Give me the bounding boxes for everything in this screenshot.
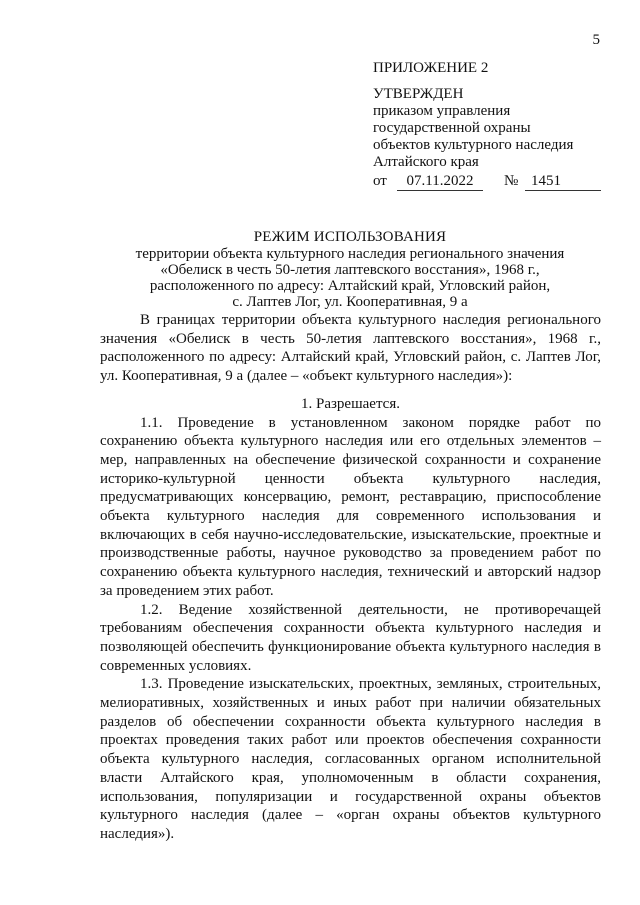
- order-number: 1451: [525, 173, 601, 191]
- intro-paragraph: В границах территории объекта культурного наследия регионального значения «Обелиск в честь 50-летия лаптевского восстания», 1968 г., расположенного по адресу: Алтайский край, Угловский район, с. Лаптев Лог, ул. Кооперативная, 9 а (далее – «объект культурного наследия»):: [100, 312, 601, 385]
- from-label: от: [373, 173, 387, 189]
- heading-line: с. Лаптев Лог, ул. Кооперативная, 9 а: [232, 294, 468, 310]
- approved-by-line: приказом управления: [373, 103, 511, 119]
- heading-line: расположенного по адресу: Алтайский край, Угловский район,: [149, 278, 551, 294]
- page-number: 5: [592, 32, 600, 48]
- section-title: 1. Разрешается.: [301, 395, 400, 412]
- document-body: [100, 311, 601, 844]
- number-label: №: [504, 173, 519, 189]
- approved-by-line: Алтайского края: [373, 154, 479, 170]
- approved-by-line: объектов культурного наследия: [373, 137, 574, 153]
- heading-line: территории объекта культурного наследия регионального значения: [135, 246, 565, 262]
- item-paragraph: 1.2. Ведение хозяйственной деятельности, не противоречащей требованиям обеспечения сохранности объекта культурного наследия и позволяющей обеспечить функционирование объекта культурного наследия в современных условиях.: [100, 601, 601, 674]
- order-date: 07.11.2022: [397, 173, 483, 191]
- appendix-title: ПРИЛОЖЕНИЕ 2: [373, 60, 489, 76]
- item-paragraph: 1.1. Проведение в установленном законом порядке работ по сохранению объекта культурного наследия или его отдельных элементов – мер, направленных на обеспечение физической сохранности и сохранение историко-культурной ценности объекта культурного наследия, предусматривающих консервацию, ремонт, реставрацию, приспособление объекта культурного наследия для современного использования и включающих в себя научно-исследовательские, изыскательские, проектные и производственные работы, научное руководство за проведением работ по сохранению объекта культурного наследия, технический и авторский надзор за проведением этих работ.: [100, 414, 601, 599]
- order-date-number-row: [373, 173, 613, 191]
- approval-block: [373, 60, 613, 191]
- heading-title: РЕЖИМ ИСПОЛЬЗОВАНИЯ: [253, 229, 447, 245]
- item-paragraph: 1.3. Проведение изыскательских, проектных, земляных, строительных, мелиоративных, хозяйственных и иных работ при наличии обязательных разделов об обеспечении сохранности объекта культурного наследия в проектах проведения таких работ или проектов обеспечения сохранности объекта культурного наследия, согласованных органом исполнительной власти Алтайского края, уполномоченным в области сохранения, использования, популяризации и государственной охраны объектов культурного наследия (далее – «орган охраны объектов культурного наследия»).: [100, 676, 601, 842]
- heading-line: «Обелиск в честь 50-летия лаптевского восстания», 1968 г.,: [160, 262, 540, 278]
- document-heading: [100, 229, 600, 310]
- approved-label: УТВЕРЖДЕН: [373, 86, 464, 102]
- approved-by-line: государственной охраны: [373, 120, 531, 136]
